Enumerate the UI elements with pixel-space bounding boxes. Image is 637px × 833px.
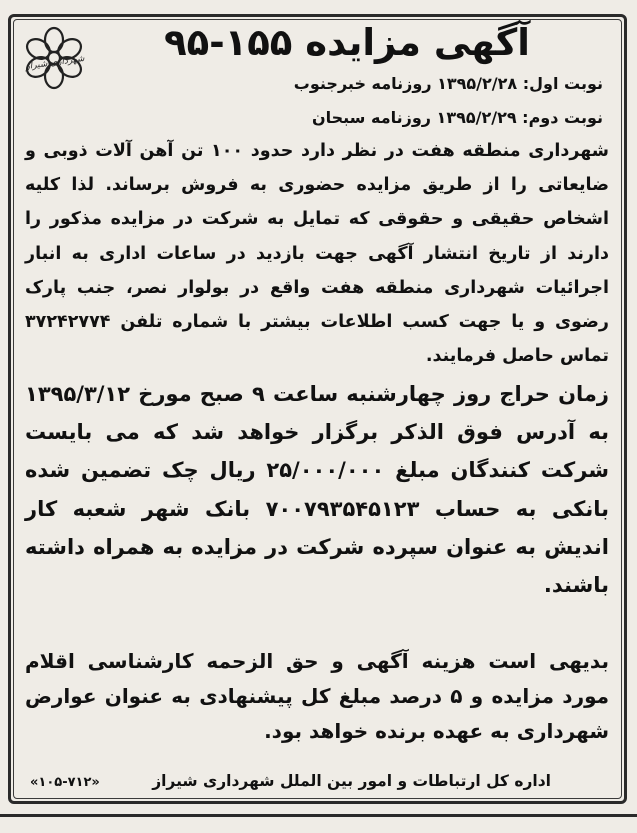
paragraph-auction-terms: زمان حراج روز چهارشنبه ساعت ۹ صبح مورخ ۱۳۹۵/۳/۱۲ به آدرس فوق الذکر برگزار خواهد شد که می بایست شرکت کنندگان مبلغ ۲۵/۰۰۰/۰۰۰ ریال چک تضمین شده بانکی به حساب ۷۰۰۷۹۳۵۴۵۱۲۳ بانک شهر شعبه کار اندیش به عنوان سپرده شرکت در مزایده به همراه داشته باشند. (25, 382, 609, 598)
ad-code: «۱۰۵-۷۱۲» (30, 775, 100, 790)
bottom-border (0, 814, 637, 833)
logo-caption: شهرداری شیراز (24, 53, 86, 73)
paragraph-intro: شهرداری منطقه هفت در نظر دارد حدود ۱۰۰ تن آهن آلات ذوبی و ضایعاتی را از طریق مزایده حضوری به فروش برساند. لذا کلیه اشخاص حقیقی و حقوقی که تمایل به شرکت در مزایده مذکور را دارند از تاریخ انتشار آگهی جهت بازدید در ساعات اداری به انبار اجرائیات شهرداری منطقه هفت واقع در بولوار نصر، جنب پارک رضوی و یا جهت کسب اطلاعات بیشتر با شماره تلفن ۳۷۲۴۲۷۷۴ تماس حاصل فرمایند. (25, 141, 609, 367)
signature-line: اداره کل ارتباطات و امور بین الملل شهرداری شیراز (152, 772, 551, 790)
publication-second: نوبت دوم: ۱۳۹۵/۲/۲۹ روزنامه سبحان (311, 108, 603, 127)
notice-title: آگهی مزایده ۱۵۵-۹۵ (164, 21, 530, 64)
paragraph-fees: بدیهی است هزینه آگهی و حق الزحمه کارشناسی اقلام مورد مزایده و ۵ درصد مبلغ کل پیشنهادی به عنوان عوارض شهرداری به عهده برنده خواهد بود. (25, 649, 609, 743)
publication-first: نوبت اول: ۱۳۹۵/۲/۲۸ روزنامه خبرجنوب (293, 74, 603, 93)
